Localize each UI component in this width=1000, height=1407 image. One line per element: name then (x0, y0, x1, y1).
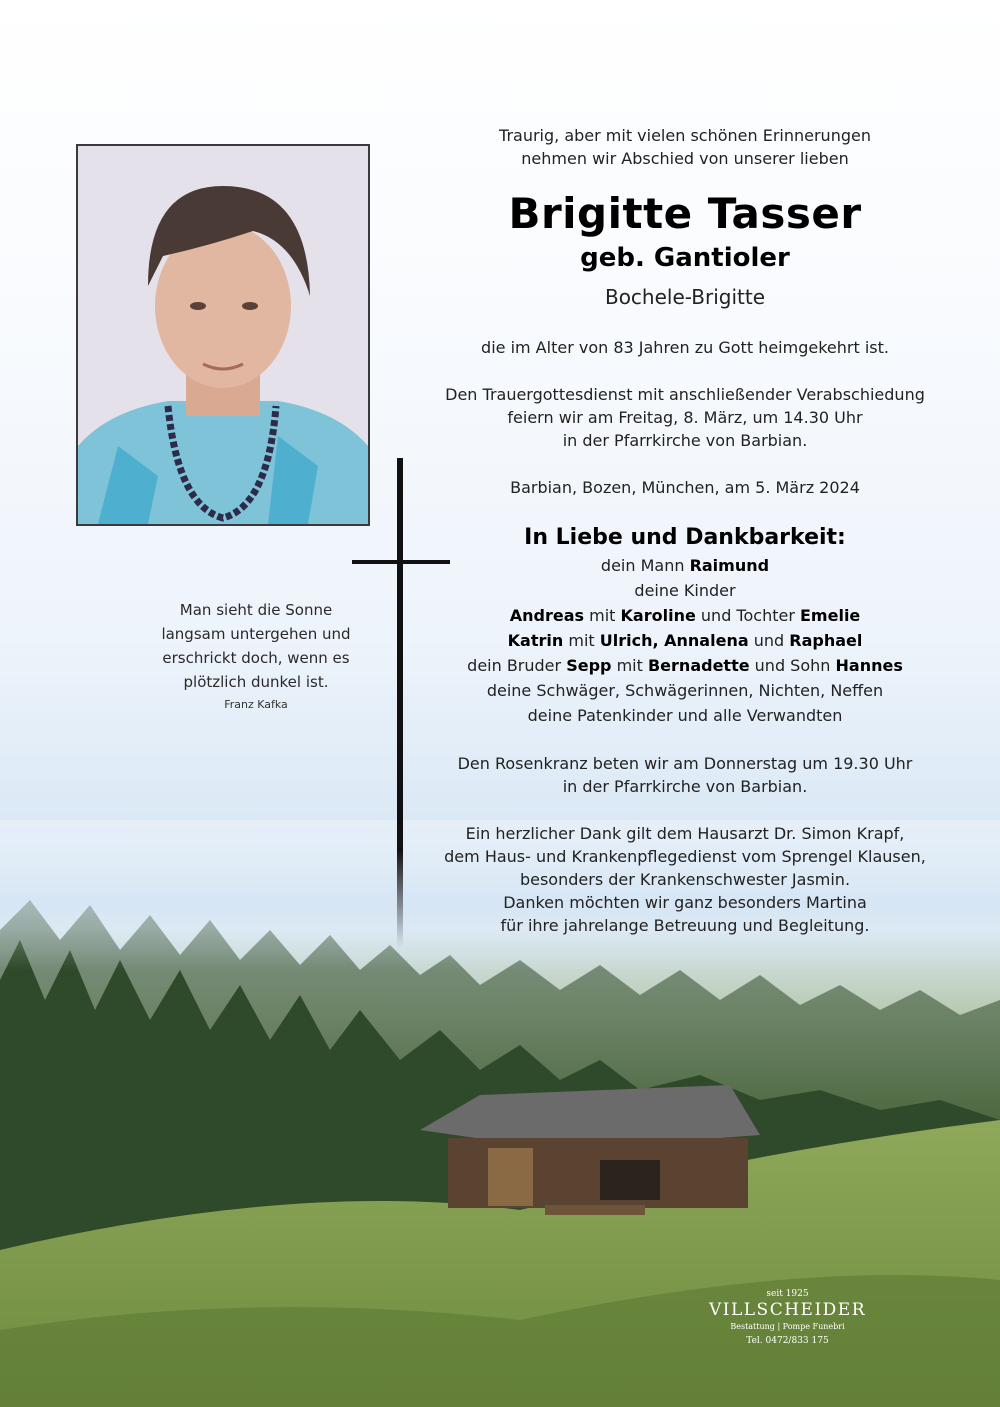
quote-line: langsam untergehen und (161, 625, 351, 643)
rosary-info (430, 752, 940, 798)
obituary-text (430, 124, 940, 937)
thanks-line: Ein herzlicher Dank gilt dem Hausarzt Dr. Simon Krapf, (465, 824, 905, 843)
quote-author: Franz Kafka (224, 698, 288, 711)
family-relatives: deine Patenkinder und alle Verwandten (527, 706, 843, 725)
intro-line: nehmen wir Abschied von unserer lieben (521, 149, 849, 168)
family-name: Raphael (789, 631, 863, 650)
family-name: Karoline (620, 606, 696, 625)
logo-subtitle: Bestattung | Pompe Funebri (730, 1322, 845, 1331)
family-husband (430, 553, 940, 578)
mountain-hut (420, 1085, 760, 1215)
intro-line: Traurig, aber mit vielen schönen Erinnerungen (499, 126, 871, 145)
quote-line: Man sieht die Sonne (179, 601, 333, 619)
family-brother (430, 653, 940, 678)
service-line: feiern wir am Freitag, 8. März, um 14.30 Uhr (507, 408, 863, 427)
family-name: Bernadette (647, 656, 750, 675)
thanks-info (430, 822, 940, 937)
quote-line: plötzlich dunkel ist. (183, 673, 329, 691)
service-line: Den Trauergottesdienst mit anschließender Verabschiedung (445, 385, 925, 404)
family-name: Katrin (507, 631, 564, 650)
age-line: die im Alter von 83 Jahren zu Gott heimgekehrt ist. (481, 338, 889, 357)
family-text: dein Bruder (467, 656, 562, 675)
rosary-line: in der Pfarrkirche von Barbian. (562, 777, 808, 796)
thanks-line: dem Haus- und Krankenpflegedienst vom Sprengel Klausen, (444, 847, 926, 866)
thanks-line: Danken möchten wir ganz besonders Martina (503, 893, 867, 912)
thanks-line: besonders der Krankenschwester Jasmin. (519, 870, 851, 889)
logo-name: VILLSCHEIDER (708, 1300, 866, 1320)
family-text: dein Mann (600, 556, 685, 575)
family-name: Emelie (800, 606, 861, 625)
family-name: Sepp (566, 656, 612, 675)
rosary-line: Den Rosenkranz beten wir am Donnerstag um 19.30 Uhr (457, 754, 913, 773)
portrait-photo (76, 144, 370, 526)
funeral-home-logo (705, 1288, 870, 1348)
quote (120, 598, 392, 716)
cross-icon (397, 458, 403, 948)
service-line: in der Pfarrkirche von Barbian. (562, 431, 808, 450)
logo-since: seit 1925 (766, 1289, 809, 1299)
service-info (430, 383, 940, 452)
family-name: Ulrich, Annalena (599, 631, 749, 650)
family-text: und Sohn (754, 656, 831, 675)
family-text: und Tochter (700, 606, 795, 625)
family-text: und (753, 631, 785, 650)
place-date: Barbian, Bozen, München, am 5. März 2024 (510, 478, 860, 497)
nickname: Bochele-Brigitte (604, 285, 766, 309)
family-list (430, 553, 940, 728)
thanks-line: für ihre jahrelange Betreuung und Begleitung. (500, 916, 870, 935)
family-text: mit (589, 606, 616, 625)
family-text: mit (568, 631, 595, 650)
family-name: Hannes (835, 656, 903, 675)
birth-name: geb. Gantioler (580, 243, 790, 273)
intro (430, 124, 940, 170)
family-name: Andreas (509, 606, 585, 625)
family-child2 (430, 628, 940, 653)
family-text: mit (616, 656, 643, 675)
family-children-label: deine Kinder (634, 581, 736, 600)
thanks-title: In Liebe und Dankbarkeit: (524, 525, 846, 550)
family-child1 (430, 603, 940, 628)
family-relatives: deine Schwäger, Schwägerinnen, Nichten, Neffen (486, 681, 884, 700)
deceased-name: Brigitte Tasser (508, 189, 862, 238)
family-name: Raimund (689, 556, 770, 575)
quote-line: erschrickt doch, wenn es (162, 649, 350, 667)
logo-phone: Tel. 0472/833 175 (746, 1336, 829, 1346)
